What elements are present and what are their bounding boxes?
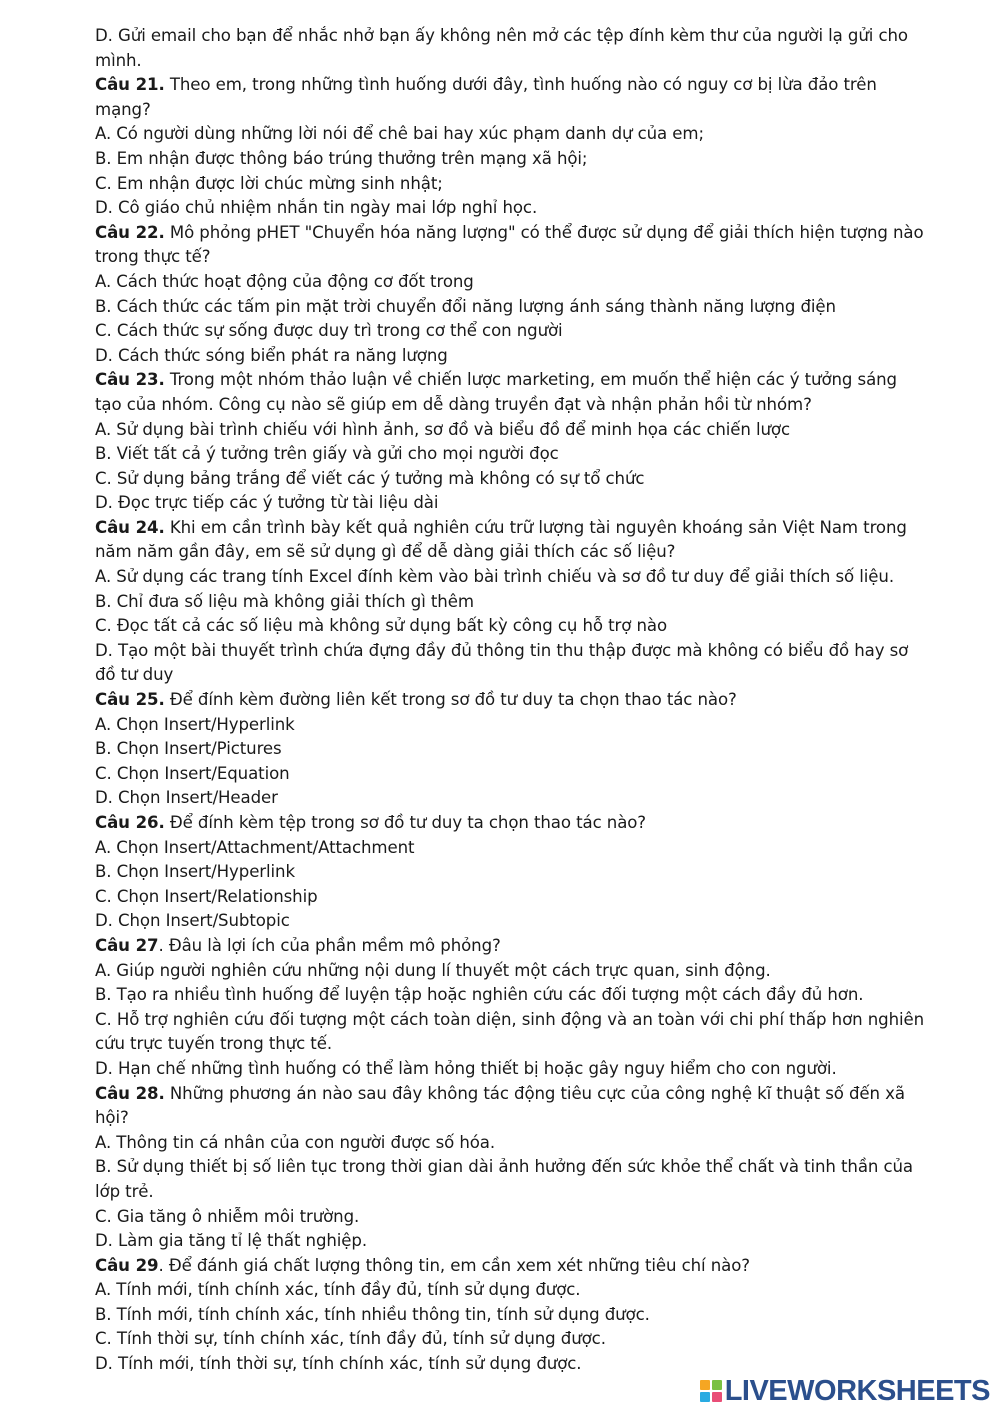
text-line: C. Chọn Insert/Relationship [95,886,318,906]
text-line: B. Chọn Insert/Pictures [95,739,282,759]
text-line: A. Chọn Insert/Hyperlink [95,714,295,734]
question-text: Để đính kèm đường liên kết trong sơ đồ tư duy ta chọn thao tác nào? [164,690,737,710]
question-text: Khi em cần trình bày kết quả nghiên cứu trữ lượng tài nguyên khoáng sản Việt Nam trong [164,517,907,537]
text-line: B. Tính mới, tính chính xác, tính nhiều thông tin, tính sử dụng được. [95,1304,650,1324]
text-line: D. Tính mới, tính thời sự, tính chính xác, tính sử dụng được. [95,1354,582,1374]
text-line: B. Em nhận được thông báo trúng thưởng trên mạng xã hội; [95,148,588,168]
text-line: A. Giúp người nghiên cứu những nội dung lí thuyết một cách trực quan, sinh động. [95,960,771,980]
text-line: mạng? [95,99,151,119]
text-line: B. Sử dụng thiết bị số liên tục trong thời gian dài ảnh hưởng đến sức khỏe thể chất và tinh thần của [95,1157,914,1177]
text-line: trong thực tế? [95,247,211,267]
question-stem [95,221,957,246]
question-text: Theo em, trong những tình huống dưới đây, tình huống nào có nguy cơ bị lừa đảo trên [164,75,877,95]
liveworksheets-logo [700,1376,990,1406]
text-line: D. Cách thức sóng biển phát ra năng lượng [95,345,448,365]
text-line: C. Gia tăng ô nhiễm môi trường. [95,1206,360,1226]
question-stem [95,811,957,836]
text-line: A. Sử dụng các trang tính Excel đính kèm vào bài trình chiếu và sơ đồ tư duy để giải thích số liệu. [95,567,894,587]
question-text: Những phương án nào sau đây không tác động tiêu cực của công nghệ kĩ thuật số đến xã [164,1083,905,1103]
text-line: lớp trẻ. [95,1181,154,1201]
text-line: D. Chọn Insert/Subtopic [95,911,290,931]
text-line: D. Cô giáo chủ nhiệm nhắn tin ngày mai lớp nghỉ học. [95,198,538,218]
text-line: A. Cách thức hoạt động của động cơ đốt trong [95,271,474,291]
text-line: A. Có người dùng những lời nói để chê bai hay xúc phạm danh dự của em; [95,124,704,144]
text-line: đồ tư duy [95,665,174,685]
question-number: Câu 22. [95,222,165,242]
logo-square-3 [700,1392,710,1402]
text-line: C. Đọc tất cả các số liệu mà không sử dụng bất kỳ công cụ hỗ trợ nào [95,616,668,636]
text-line: cứu trực tuyến trong thực tế. [95,1034,332,1054]
text-line: B. Viết tất cả ý tưởng trên giấy và gửi cho mọi người đọc [95,444,559,464]
question-number: Câu 29 [95,1255,159,1275]
text-line: A. Sử dụng bài trình chiếu với hình ảnh, sơ đồ và biểu đồ để minh họa các chiến lược [95,419,790,439]
text-line: mình. [95,50,142,70]
text-line: B. Chỉ đưa số liệu mà không giải thích gì thêm [95,591,474,611]
logo-square-1 [700,1380,710,1390]
logo-text: LIVEWORKSHEETS [724,1374,990,1407]
question-number: Câu 24. [95,517,165,537]
question-stem [95,1254,957,1279]
question-stem [95,73,957,98]
question-stem [95,1082,957,1107]
text-line: C. Tính thời sự, tính chính xác, tính đầy đủ, tính sử dụng được. [95,1329,606,1349]
text-line: D. Đọc trực tiếp các ý tưởng từ tài liệu dài [95,493,439,513]
text-line: tạo của nhóm. Công cụ nào sẽ giúp em dễ dàng truyền đạt và nhận phản hồi từ nhóm? [95,394,812,414]
question-number: Câu 21. [95,75,165,95]
text-line: D. Tạo một bài thuyết trình chứa đựng đầy đủ thông tin thu thập được mà không có biểu đồ hay sơ [95,640,909,660]
text-line: D. Gửi email cho bạn để nhắc nhở bạn ấy không nên mở các tệp đính kèm thư của người lạ gửi cho [95,26,908,45]
text-line: C. Hỗ trợ nghiên cứu đối tượng một cách toàn diện, sinh động và an toàn với chi phí thấp hơn nghiên [95,1009,925,1029]
question-number: Câu 25. [95,690,165,710]
question-stem [95,688,957,713]
text-line: A. Chọn Insert/Attachment/Attachment [95,837,415,857]
question-text: . Để đánh giá chất lượng thông tin, em cần xem xét những tiêu chí nào? [158,1255,750,1275]
text-line: D. Chọn Insert/Header [95,788,278,808]
logo-square-4 [712,1392,722,1402]
text-line: D. Hạn chế những tình huống có thể làm hỏng thiết bị hoặc gây nguy hiểm cho con người. [95,1058,837,1078]
text-line: C. Chọn Insert/Equation [95,763,290,783]
text-line: B. Cách thức các tấm pin mặt trời chuyển đổi năng lượng ánh sáng thành năng lượng điện [95,296,836,316]
logo-mark-icon [700,1380,722,1402]
question-number: Câu 28. [95,1083,165,1103]
question-text: Mô phỏng pHET "Chuyển hóa năng lượng" có thể được sử dụng để giải thích hiện tượng nào [164,222,924,242]
question-text: Trong một nhóm thảo luận về chiến lược marketing, em muốn thể hiện các ý tưởng sáng [164,370,897,390]
worksheet-content [95,24,957,1377]
text-line: D. Làm gia tăng tỉ lệ thất nghiệp. [95,1231,368,1251]
text-line: C. Cách thức sự sống được duy trì trong cơ thể con người [95,321,563,341]
text-line: C. Em nhận được lời chúc mừng sinh nhật; [95,173,443,193]
text-line: B. Chọn Insert/Hyperlink [95,862,295,882]
text-line: A. Tính mới, tính chính xác, tính đầy đủ, tính sử dụng được. [95,1280,581,1300]
text-line: năm năm gần đây, em sẽ sử dụng gì để dễ dàng giải thích các số liệu? [95,542,676,562]
question-text: Để đính kèm tệp trong sơ đồ tư duy ta chọn thao tác nào? [164,813,647,832]
question-number: Câu 23. [95,370,165,390]
question-number: Câu 26. [95,813,165,832]
question-stem [95,368,957,393]
text-line: C. Sử dụng bảng trắng để viết các ý tưởng mà không có sự tổ chức [95,468,645,488]
text-line: B. Tạo ra nhiều tình huống để luyện tập hoặc nghiên cứu các đối tượng một cách đầy đủ hơn. [95,985,864,1005]
question-stem [95,516,957,541]
text-line: hội? [95,1108,129,1128]
question-stem [95,934,957,959]
text-line: A. Thông tin cá nhân của con người được số hóa. [95,1132,496,1152]
logo-square-2 [712,1380,722,1390]
question-number: Câu 27 [95,935,159,955]
question-text: . Đâu là lợi ích của phần mềm mô phỏng? [158,935,501,955]
